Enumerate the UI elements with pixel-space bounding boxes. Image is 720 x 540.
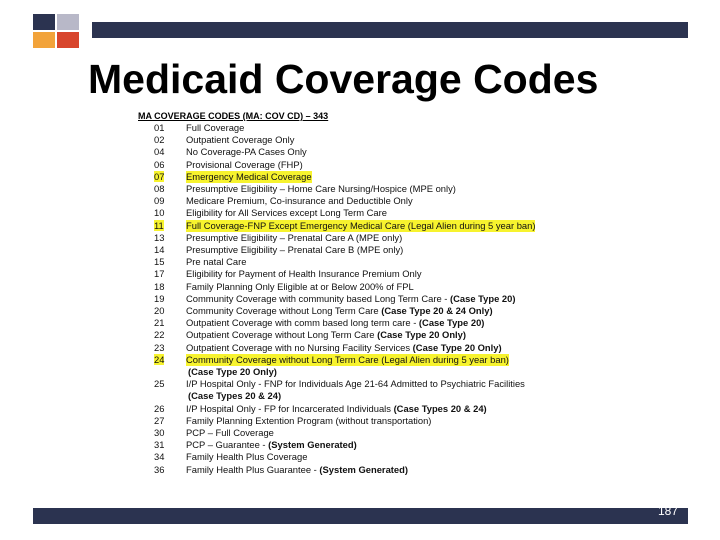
table-row <box>138 220 598 232</box>
case-type-note: (System Generated) <box>319 463 408 475</box>
table-row <box>138 305 598 317</box>
coverage-description <box>186 159 303 171</box>
coverage-code-list <box>138 122 598 476</box>
coverage-description <box>186 220 535 232</box>
table-row <box>138 403 598 415</box>
coverage-description-text: I/P Hospital Only - FNP for Individuals Age 21-64 Admitted to Psychiatric Facilities <box>186 378 525 390</box>
coverage-code: 06 <box>154 158 165 170</box>
coverage-description <box>186 122 244 134</box>
coverage-description-text: Presumptive Eligibility – Prenatal Care B (MPE only) <box>186 244 404 256</box>
coverage-code: 21 <box>154 317 165 329</box>
coverage-description-text: PCP – Guarantee - <box>186 439 269 451</box>
coverage-description-text: Provisional Coverage (FHP) <box>186 158 303 170</box>
coverage-description <box>186 244 403 256</box>
coverage-description <box>186 183 456 195</box>
coverage-description <box>186 195 413 207</box>
coverage-code: 10 <box>154 207 165 219</box>
table-row <box>138 451 598 463</box>
table-heading: MA COVERAGE CODES (MA: COV CD) – 343 <box>138 111 329 121</box>
slide-number: 187 <box>657 504 678 518</box>
coverage-code: 31 <box>154 439 165 451</box>
logo-square-red <box>57 32 79 48</box>
coverage-code: 23 <box>154 341 165 353</box>
case-type-continuation: (Case Type 20 Only) <box>188 366 277 378</box>
coverage-description <box>186 415 431 427</box>
coverage-description-text: Eligibility for All Services except Long Term Care <box>186 207 387 219</box>
coverage-code-table <box>138 110 598 476</box>
table-row <box>138 207 598 219</box>
coverage-description-text: Outpatient Coverage Only <box>186 134 295 146</box>
coverage-description-text: I/P Hospital Only - FP for Incarcerated Individuals <box>186 402 394 414</box>
coverage-description-text: Family Planning Extention Program (without transportation) <box>186 414 432 426</box>
table-row <box>138 464 598 476</box>
coverage-code: 26 <box>154 402 165 414</box>
coverage-code: 17 <box>154 268 165 280</box>
table-row <box>138 159 598 171</box>
case-type-note: (Case Type 20 & 24 Only) <box>381 305 493 317</box>
coverage-description <box>186 403 487 415</box>
coverage-description <box>186 207 387 219</box>
table-row <box>138 268 598 280</box>
table-row <box>138 439 598 451</box>
coverage-code: 15 <box>154 256 165 268</box>
coverage-description <box>186 232 402 244</box>
coverage-description-text: Eligibility for Payment of Health Insurance Premium Only <box>186 268 422 280</box>
coverage-code: 07 <box>154 170 165 182</box>
table-row <box>138 281 598 293</box>
coverage-description-text: Community Coverage without Long Term Care <box>186 305 382 317</box>
table-row <box>138 183 598 195</box>
slide-title: Medicaid Coverage Codes <box>88 56 599 102</box>
coverage-code: 19 <box>154 292 165 304</box>
coverage-code: 08 <box>154 183 165 195</box>
coverage-code: 25 <box>154 378 165 390</box>
case-type-note: (Case Types 20 & 24) <box>393 402 487 414</box>
coverage-description-text: Pre natal Care <box>186 256 247 268</box>
bottom-bar <box>33 508 688 524</box>
coverage-description-text: Medicare Premium, Co-insurance and Deductible Only <box>186 195 413 207</box>
case-type-note: (System Generated) <box>268 439 357 451</box>
table-row <box>138 427 598 439</box>
coverage-code: 27 <box>154 414 165 426</box>
logo-square-dark <box>33 14 55 30</box>
coverage-description <box>186 305 493 317</box>
table-row <box>138 244 598 256</box>
coverage-description <box>186 329 466 341</box>
coverage-description <box>186 293 515 305</box>
logo-square-orange <box>33 32 55 48</box>
coverage-description <box>186 451 307 463</box>
coverage-description <box>186 171 312 183</box>
coverage-description <box>186 268 422 280</box>
coverage-description <box>186 317 484 329</box>
coverage-description-text: No Coverage-PA Cases Only <box>186 146 307 158</box>
table-row <box>138 195 598 207</box>
table-row <box>138 329 598 341</box>
coverage-description-text: Family Planning Only Eligible at or Below 200% of FPL <box>186 280 414 292</box>
table-row <box>138 354 598 366</box>
case-type-note: (Case Type 20 Only) <box>377 329 466 341</box>
coverage-description-text: Outpatient Coverage without Long Term Care <box>186 329 378 341</box>
coverage-description-text: Emergency Medical Coverage <box>186 170 312 182</box>
coverage-description <box>186 281 414 293</box>
coverage-description <box>186 134 294 146</box>
coverage-description <box>186 464 408 476</box>
logo-square-gray <box>57 14 79 30</box>
coverage-description <box>186 146 307 158</box>
coverage-code: 22 <box>154 329 165 341</box>
coverage-code: 13 <box>154 231 165 243</box>
coverage-code: 30 <box>154 427 165 439</box>
coverage-description-text: PCP – Full Coverage <box>186 427 274 439</box>
table-row <box>138 134 598 146</box>
table-row <box>138 122 598 134</box>
table-row <box>138 317 598 329</box>
coverage-code: 20 <box>154 305 165 317</box>
coverage-description-text: Outpatient Coverage with comm based long term care - <box>186 317 419 329</box>
coverage-code: 11 <box>154 219 164 231</box>
coverage-description <box>186 342 502 354</box>
coverage-description-text: Presumptive Eligibility – Home Care Nursing/Hospice (MPE only) <box>186 183 456 195</box>
coverage-description-text: Full Coverage-FNP Except Emergency Medical Care (Legal Alien during 5 year ban) <box>186 219 536 231</box>
coverage-code: 34 <box>154 451 165 463</box>
coverage-code: 04 <box>154 146 165 158</box>
coverage-description <box>186 427 274 439</box>
table-row <box>138 146 598 158</box>
coverage-description-text: Family Health Plus Coverage <box>186 451 308 463</box>
coverage-code: 18 <box>154 280 165 292</box>
top-rule <box>92 22 688 38</box>
coverage-description-text: Presumptive Eligibility – Prenatal Care A (MPE only) <box>186 231 403 243</box>
coverage-description-text: Community Coverage with community based Long Term Care - <box>186 292 450 304</box>
coverage-code: 02 <box>154 134 165 146</box>
coverage-description-text: Community Coverage without Long Term Care (Legal Alien during 5 year ban) <box>186 353 509 365</box>
coverage-code: 24 <box>154 353 165 365</box>
table-row <box>138 232 598 244</box>
table-row <box>138 171 598 183</box>
coverage-description-text: Family Health Plus Guarantee - <box>186 463 320 475</box>
table-row <box>138 342 598 354</box>
table-row <box>138 293 598 305</box>
coverage-description-text: Full Coverage <box>186 122 245 133</box>
coverage-description <box>186 378 525 390</box>
coverage-description <box>186 354 509 366</box>
case-type-note: (Case Type 20 Only) <box>412 341 502 353</box>
coverage-description <box>186 439 357 451</box>
table-row <box>138 415 598 427</box>
coverage-code: 01 <box>154 122 165 133</box>
table-row <box>138 256 598 268</box>
coverage-description-text: Outpatient Coverage with no Nursing Facility Services <box>186 341 413 353</box>
case-type-note: (Case Type 20) <box>450 292 516 304</box>
table-row <box>138 378 598 390</box>
case-type-note: (Case Type 20) <box>418 317 485 329</box>
coverage-code: 14 <box>154 244 165 256</box>
case-type-continuation: (Case Types 20 & 24) <box>188 390 282 402</box>
coverage-description <box>186 256 246 268</box>
coverage-code: 09 <box>154 195 165 207</box>
coverage-code: 36 <box>154 463 165 475</box>
